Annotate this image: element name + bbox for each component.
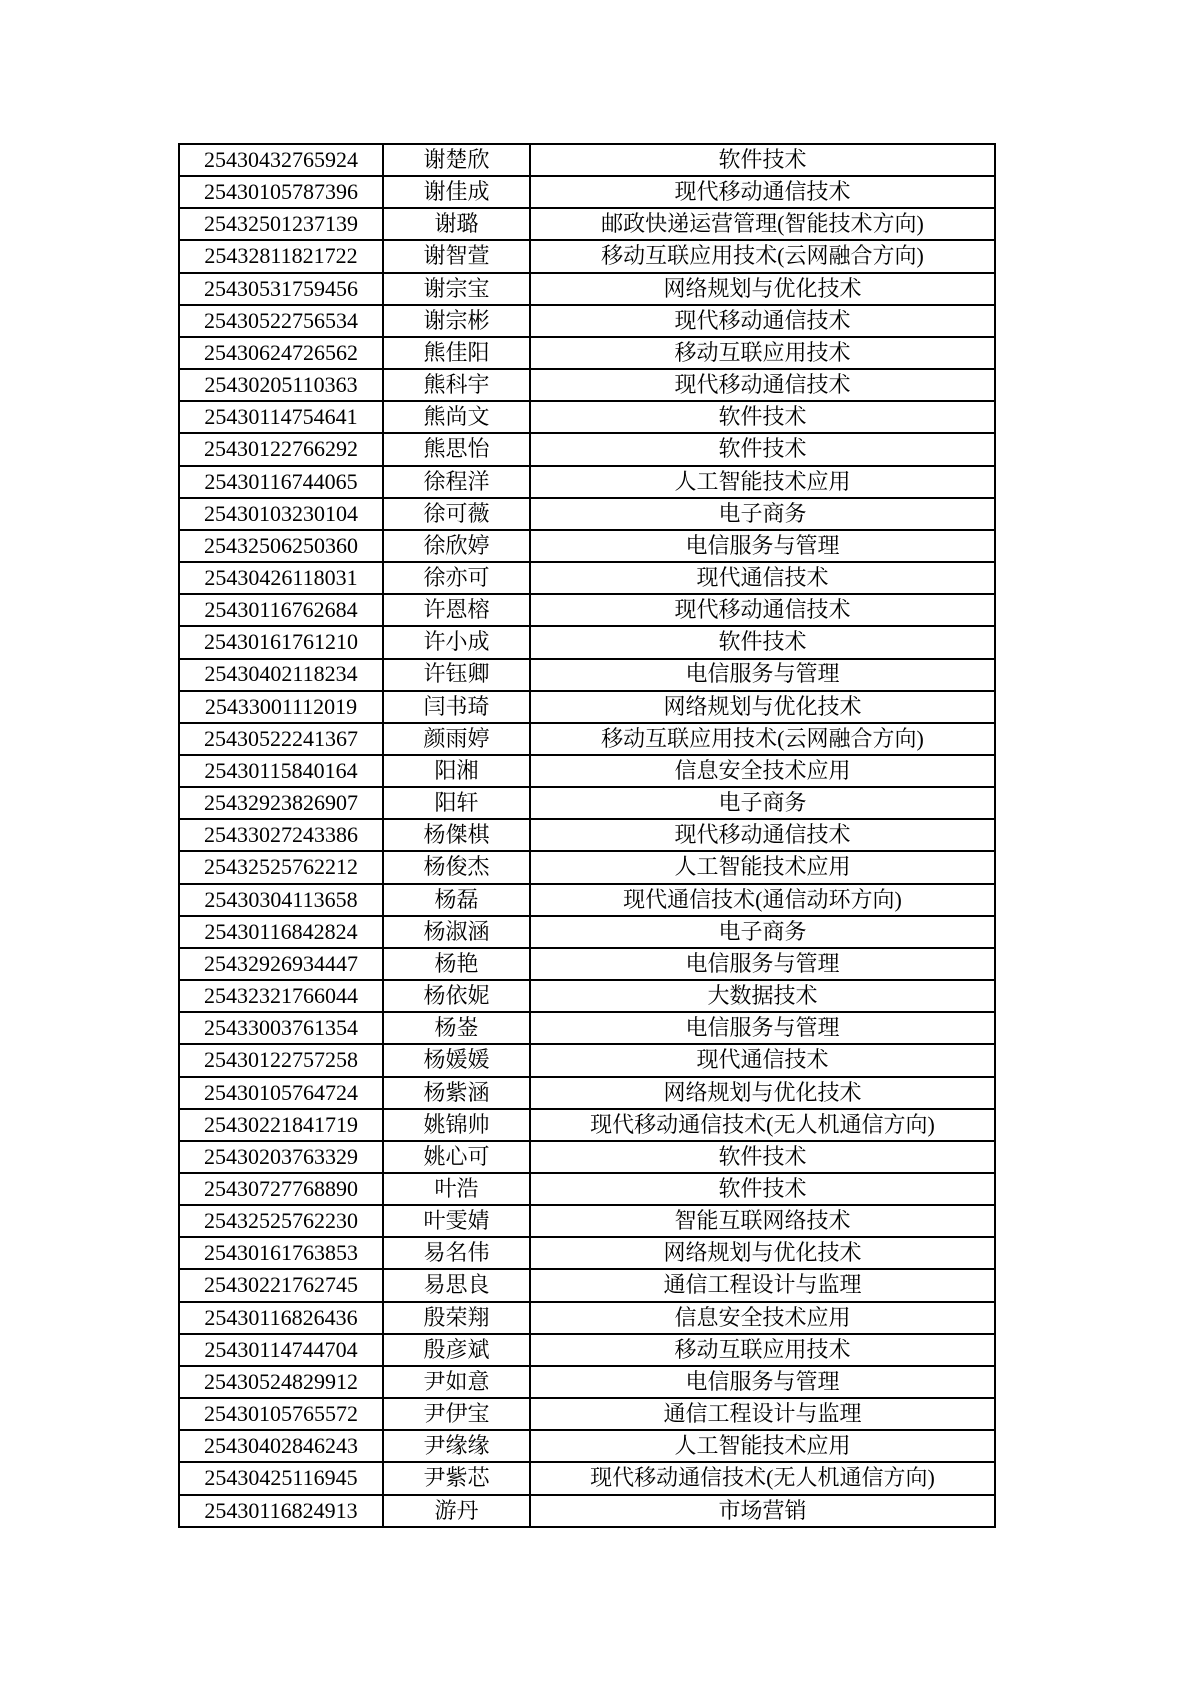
program-cell: 软件技术 — [530, 144, 995, 176]
program-cell: 移动互联应用技术(云网融合方向) — [530, 240, 995, 272]
program-cell: 网络规划与优化技术 — [530, 1237, 995, 1269]
student-id-cell: 25430116744065 — [179, 466, 383, 498]
program-cell: 网络规划与优化技术 — [530, 1077, 995, 1109]
student-id-cell: 25430115840164 — [179, 755, 383, 787]
table-row — [179, 144, 995, 176]
student-id-cell: 25430116842824 — [179, 916, 383, 948]
student-name-cell: 谢璐 — [383, 208, 530, 240]
table-row — [179, 433, 995, 465]
student-id-cell: 25430522756534 — [179, 305, 383, 337]
student-name-cell: 杨依妮 — [383, 980, 530, 1012]
table-body — [179, 144, 995, 1527]
program-cell: 移动互联应用技术 — [530, 1334, 995, 1366]
student-name-cell: 杨磊 — [383, 884, 530, 916]
student-id-cell: 25430114754641 — [179, 401, 383, 433]
table-row — [179, 1237, 995, 1269]
table-row — [179, 273, 995, 305]
program-cell: 现代移动通信技术(无人机通信方向) — [530, 1109, 995, 1141]
student-id-cell: 25432321766044 — [179, 980, 383, 1012]
student-name-cell: 徐欣婷 — [383, 530, 530, 562]
student-id-cell: 25432525762230 — [179, 1205, 383, 1237]
program-cell: 邮政快递运营管理(智能技术方向) — [530, 208, 995, 240]
program-cell: 电信服务与管理 — [530, 659, 995, 691]
student-id-cell: 25430122766292 — [179, 433, 383, 465]
student-id-cell: 25430116824913 — [179, 1495, 383, 1527]
student-name-cell: 殷荣翔 — [383, 1302, 530, 1334]
table-row — [179, 1205, 995, 1237]
student-name-cell: 许小成 — [383, 626, 530, 658]
program-cell: 电信服务与管理 — [530, 948, 995, 980]
table-row — [179, 1012, 995, 1044]
program-cell: 软件技术 — [530, 433, 995, 465]
program-cell: 现代移动通信技术 — [530, 594, 995, 626]
table-row — [179, 401, 995, 433]
program-cell: 软件技术 — [530, 1141, 995, 1173]
program-cell: 电子商务 — [530, 498, 995, 530]
student-name-cell: 谢宗彬 — [383, 305, 530, 337]
student-id-cell: 25430105765572 — [179, 1398, 383, 1430]
student-id-cell: 25432926934447 — [179, 948, 383, 980]
program-cell: 电信服务与管理 — [530, 530, 995, 562]
student-id-cell: 25432923826907 — [179, 787, 383, 819]
student-name-cell: 尹伊宝 — [383, 1398, 530, 1430]
student-name-cell: 叶浩 — [383, 1173, 530, 1205]
student-name-cell: 杨俊杰 — [383, 851, 530, 883]
student-id-cell: 25430624726562 — [179, 337, 383, 369]
student-name-cell: 易名伟 — [383, 1237, 530, 1269]
program-cell: 电子商务 — [530, 916, 995, 948]
student-name-cell: 叶雯婧 — [383, 1205, 530, 1237]
student-id-cell: 25430522241367 — [179, 723, 383, 755]
table-row — [179, 1334, 995, 1366]
student-name-cell: 杨淑涵 — [383, 916, 530, 948]
program-cell: 网络规划与优化技术 — [530, 691, 995, 723]
table-row — [179, 1141, 995, 1173]
student-id-cell: 25432501237139 — [179, 208, 383, 240]
table-row — [179, 1302, 995, 1334]
student-name-cell: 谢宗宝 — [383, 273, 530, 305]
program-cell: 现代通信技术 — [530, 562, 995, 594]
table-row — [179, 240, 995, 272]
program-cell: 电信服务与管理 — [530, 1366, 995, 1398]
table-row — [179, 884, 995, 916]
student-id-cell: 25432525762212 — [179, 851, 383, 883]
program-cell: 电信服务与管理 — [530, 1012, 995, 1044]
table-row — [179, 1269, 995, 1301]
table-row — [179, 787, 995, 819]
program-cell: 信息安全技术应用 — [530, 755, 995, 787]
student-name-cell: 易思良 — [383, 1269, 530, 1301]
program-cell: 信息安全技术应用 — [530, 1302, 995, 1334]
student-name-cell: 殷彦斌 — [383, 1334, 530, 1366]
student-id-cell: 25430524829912 — [179, 1366, 383, 1398]
table-row — [179, 691, 995, 723]
table-row — [179, 980, 995, 1012]
student-id-cell: 25433003761354 — [179, 1012, 383, 1044]
student-name-cell: 尹缘缘 — [383, 1430, 530, 1462]
table-row — [179, 176, 995, 208]
program-cell: 通信工程设计与监理 — [530, 1269, 995, 1301]
student-name-cell: 杨傑棋 — [383, 819, 530, 851]
table-row — [179, 337, 995, 369]
student-name-cell: 杨崟 — [383, 1012, 530, 1044]
program-cell: 人工智能技术应用 — [530, 466, 995, 498]
student-name-cell: 杨紫涵 — [383, 1077, 530, 1109]
student-name-cell: 姚锦帅 — [383, 1109, 530, 1141]
student-name-cell: 徐亦可 — [383, 562, 530, 594]
student-table — [178, 143, 996, 1528]
student-id-cell: 25430161763853 — [179, 1237, 383, 1269]
table-row — [179, 1109, 995, 1141]
student-name-cell: 阳湘 — [383, 755, 530, 787]
table-row — [179, 1077, 995, 1109]
student-id-cell: 25430161761210 — [179, 626, 383, 658]
student-id-cell: 25430221841719 — [179, 1109, 383, 1141]
student-name-cell: 闫书琦 — [383, 691, 530, 723]
program-cell: 人工智能技术应用 — [530, 1430, 995, 1462]
program-cell: 网络规划与优化技术 — [530, 273, 995, 305]
student-name-cell: 徐可薇 — [383, 498, 530, 530]
student-id-cell: 25430116762684 — [179, 594, 383, 626]
student-name-cell: 熊思怡 — [383, 433, 530, 465]
table-row — [179, 208, 995, 240]
table-row — [179, 851, 995, 883]
program-cell: 现代移动通信技术 — [530, 819, 995, 851]
program-cell: 通信工程设计与监理 — [530, 1398, 995, 1430]
table-row — [179, 498, 995, 530]
table-row — [179, 1044, 995, 1076]
table-row — [179, 466, 995, 498]
student-id-cell: 25430402846243 — [179, 1430, 383, 1462]
table-row — [179, 1398, 995, 1430]
table-row — [179, 723, 995, 755]
table-row — [179, 948, 995, 980]
student-name-cell: 熊佳阳 — [383, 337, 530, 369]
student-id-cell: 25430203763329 — [179, 1141, 383, 1173]
student-name-cell: 许恩榕 — [383, 594, 530, 626]
program-cell: 大数据技术 — [530, 980, 995, 1012]
student-name-cell: 杨媛媛 — [383, 1044, 530, 1076]
student-id-cell: 25430432765924 — [179, 144, 383, 176]
table-row — [179, 1366, 995, 1398]
student-id-cell: 25432506250360 — [179, 530, 383, 562]
table-row — [179, 305, 995, 337]
student-name-cell: 尹如意 — [383, 1366, 530, 1398]
program-cell: 现代移动通信技术(无人机通信方向) — [530, 1462, 995, 1494]
program-cell: 移动互联应用技术(云网融合方向) — [530, 723, 995, 755]
student-id-cell: 25430105787396 — [179, 176, 383, 208]
student-name-cell: 颜雨婷 — [383, 723, 530, 755]
table-row — [179, 369, 995, 401]
program-cell: 现代通信技术(通信动环方向) — [530, 884, 995, 916]
student-id-cell: 25433001112019 — [179, 691, 383, 723]
program-cell: 市场营销 — [530, 1495, 995, 1527]
student-name-cell: 游丹 — [383, 1495, 530, 1527]
student-id-cell: 25430105764724 — [179, 1077, 383, 1109]
student-name-cell: 谢智萱 — [383, 240, 530, 272]
student-id-cell: 25430425116945 — [179, 1462, 383, 1494]
program-cell: 软件技术 — [530, 401, 995, 433]
student-id-cell: 25430402118234 — [179, 659, 383, 691]
student-id-cell: 25430114744704 — [179, 1334, 383, 1366]
program-cell: 移动互联应用技术 — [530, 337, 995, 369]
student-id-cell: 25430103230104 — [179, 498, 383, 530]
table-row — [179, 1495, 995, 1527]
program-cell: 电子商务 — [530, 787, 995, 819]
student-id-cell: 25430122757258 — [179, 1044, 383, 1076]
table-row — [179, 819, 995, 851]
student-name-cell: 杨艳 — [383, 948, 530, 980]
student-name-cell: 尹紫芯 — [383, 1462, 530, 1494]
student-id-cell: 25430304113658 — [179, 884, 383, 916]
program-cell: 现代移动通信技术 — [530, 176, 995, 208]
student-id-cell: 25430426118031 — [179, 562, 383, 594]
table-row — [179, 1462, 995, 1494]
student-id-cell: 25430205110363 — [179, 369, 383, 401]
table-row — [179, 916, 995, 948]
student-id-cell: 25430531759456 — [179, 273, 383, 305]
student-name-cell: 谢楚欣 — [383, 144, 530, 176]
table-row — [179, 659, 995, 691]
program-cell: 软件技术 — [530, 1173, 995, 1205]
student-id-cell: 25430727768890 — [179, 1173, 383, 1205]
student-name-cell: 姚心可 — [383, 1141, 530, 1173]
table-row — [179, 530, 995, 562]
program-cell: 软件技术 — [530, 626, 995, 658]
program-cell: 现代通信技术 — [530, 1044, 995, 1076]
program-cell: 现代移动通信技术 — [530, 305, 995, 337]
student-id-cell: 25432811821722 — [179, 240, 383, 272]
student-id-cell: 25430221762745 — [179, 1269, 383, 1301]
student-name-cell: 阳轩 — [383, 787, 530, 819]
table-row — [179, 594, 995, 626]
student-id-cell: 25430116826436 — [179, 1302, 383, 1334]
student-name-cell: 许钰卿 — [383, 659, 530, 691]
table-row — [179, 626, 995, 658]
student-name-cell: 熊尚文 — [383, 401, 530, 433]
student-name-cell: 徐程洋 — [383, 466, 530, 498]
table-row — [179, 755, 995, 787]
student-name-cell: 熊科宇 — [383, 369, 530, 401]
program-cell: 人工智能技术应用 — [530, 851, 995, 883]
table-row — [179, 1173, 995, 1205]
program-cell: 现代移动通信技术 — [530, 369, 995, 401]
table-row — [179, 562, 995, 594]
student-name-cell: 谢佳成 — [383, 176, 530, 208]
program-cell: 智能互联网络技术 — [530, 1205, 995, 1237]
table-row — [179, 1430, 995, 1462]
student-id-cell: 25433027243386 — [179, 819, 383, 851]
